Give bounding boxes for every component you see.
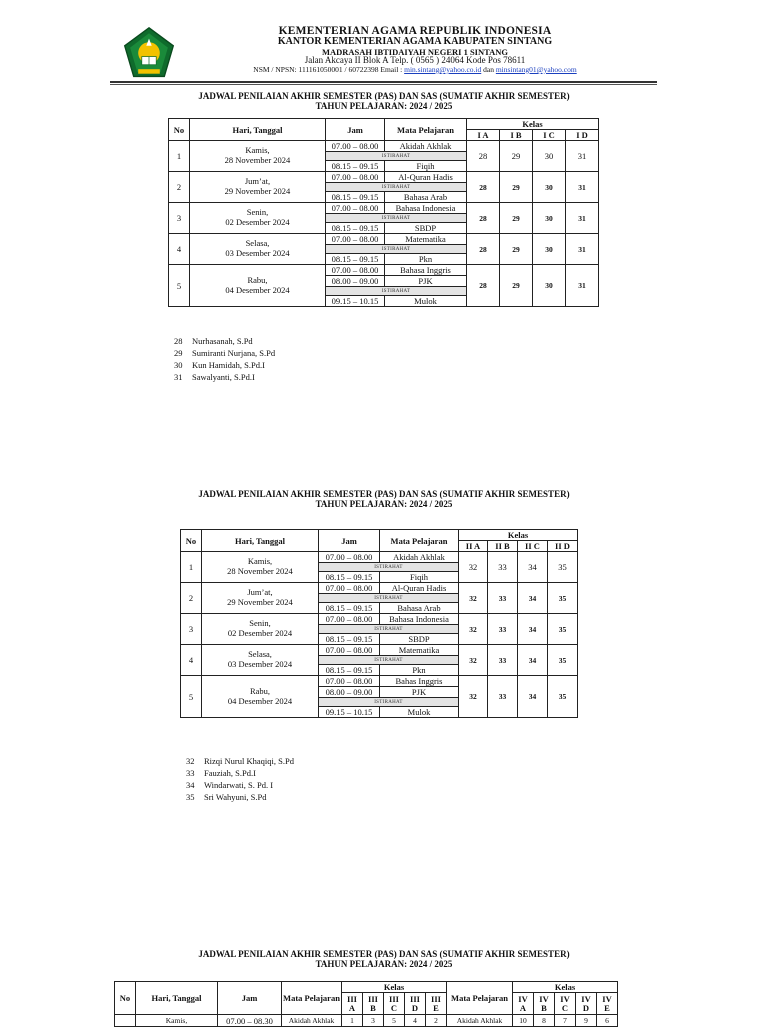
header-day-date: Hari, Tanggal (190, 119, 326, 141)
class-header: IV A (513, 993, 534, 1015)
header-day-date: Hari, Tanggal (136, 982, 218, 1015)
kemenag-logo-icon (122, 26, 176, 80)
header-no: No (115, 982, 136, 1015)
proctor-number: 34 (518, 552, 548, 583)
teacher-item (174, 347, 275, 359)
schedule-title-2 (0, 489, 768, 510)
table-row (181, 645, 578, 656)
schedule-table (168, 118, 599, 307)
day-date (202, 583, 319, 614)
proctor-number: 35 (548, 583, 578, 614)
proctor-number: 31 (566, 203, 599, 234)
subject: Bahas Inggris (380, 676, 459, 687)
row-number: 5 (169, 265, 190, 307)
table-row (181, 583, 578, 594)
proctor-number: 29 (500, 265, 533, 307)
class-header: III B (363, 993, 384, 1015)
time-slot: 07.00 – 08.00 (319, 645, 380, 656)
header-class: Kelas (459, 530, 578, 541)
subject: Matematika (385, 234, 467, 245)
day-date (202, 645, 319, 676)
time-slot: 07.00 – 08.00 (319, 583, 380, 594)
date-text: 02 Desember 2024 (225, 217, 290, 227)
date-text: 04 Desember 2024 (225, 284, 290, 295)
time-slot: 07.00 – 08.00 (319, 614, 380, 625)
letterhead-divider (110, 81, 657, 83)
teacher-item (186, 779, 294, 791)
proctor-number: 31 (566, 141, 599, 172)
proctor-number: 8 (534, 1015, 555, 1027)
day-date (190, 141, 326, 172)
teacher-name: Sawalyanti, S.Pd.I (192, 372, 255, 382)
proctor-number: 30 (533, 172, 566, 203)
break-row: ISTIRAHAT (319, 698, 459, 707)
title-line-2: TAHUN PELAJARAN: 2024 / 2025 (315, 499, 453, 510)
proctor-number: 9 (576, 1015, 597, 1027)
header-day-date: Hari, Tanggal (202, 530, 319, 552)
break-row: ISTIRAHAT (319, 625, 459, 634)
subject: Mulok (380, 707, 459, 718)
teacher-number: 34 (186, 780, 195, 790)
date-text: 29 November 2024 (224, 186, 291, 196)
subject: Al-Quran Hadis (380, 583, 459, 594)
break-row: ISTIRAHAT (326, 214, 467, 223)
day-date (202, 676, 319, 718)
subject: Pkn (385, 254, 467, 265)
day-name: Kamis, (247, 556, 273, 567)
teacher-number: 28 (174, 336, 183, 346)
proctor-number: 33 (488, 614, 518, 645)
time-slot: 07.00 – 08.00 (326, 141, 385, 152)
day-name: Rabu, (249, 685, 271, 696)
subject: PJK (385, 276, 467, 287)
table-row (169, 172, 599, 183)
title-line-2: TAHUN PELAJARAN: 2024 / 2025 (315, 959, 453, 970)
day-name: Senin, (246, 207, 269, 218)
teacher-item (186, 755, 294, 767)
proctor-number: 10 (513, 1015, 534, 1027)
day-date (190, 203, 326, 234)
class-header: I A (467, 130, 500, 141)
time-slot: 07.00 – 08.00 (326, 172, 385, 183)
header-subject-2: Mata Pelajaran (447, 982, 513, 1015)
day-name: Selasa, (245, 238, 270, 249)
letterhead-divider-thin (110, 84, 657, 85)
teacher-list-2 (186, 755, 294, 803)
time-slot: 08.15 – 09.15 (319, 603, 380, 614)
teacher-name: Kun Hamidah, S.Pd.I (192, 360, 265, 370)
date-text: 02 Desember 2024 (227, 628, 293, 638)
table-row (181, 552, 578, 563)
teacher-item (174, 371, 275, 383)
teacher-number: 33 (186, 768, 195, 778)
day-name: Senin, (249, 618, 271, 629)
date-text: 28 November 2024 (227, 566, 293, 576)
proctor-number: 5 (384, 1015, 405, 1027)
teacher-number: 29 (174, 348, 183, 358)
time-slot: 08.15 – 09.15 (319, 634, 380, 645)
day-name: Rabu, (247, 274, 268, 285)
school-contact (180, 66, 650, 74)
table-row (169, 265, 599, 276)
nsm-npsn-text: NSM / NPSN: 111161050001 / 60722398 Email : (253, 64, 405, 74)
proctor-number: 29 (500, 141, 533, 172)
proctor-number: 30 (533, 234, 566, 265)
time-slot: 09.15 – 10.15 (326, 296, 385, 307)
time-slot: 07.00 – 08.00 (326, 203, 385, 214)
proctor-number: 34 (518, 676, 548, 718)
subject: Bahasa Indonesia (380, 614, 459, 625)
class-header: III D (405, 993, 426, 1015)
proctor-number: 1 (342, 1015, 363, 1027)
teacher-item (186, 791, 294, 803)
subject: Fiqih (385, 161, 467, 172)
subject: Bahasa Arab (385, 192, 467, 203)
class-header: I C (533, 130, 566, 141)
title-line-1: JADWAL PENILAIAN AKHIR SEMESTER (PAS) DAN SAS (SUMATIF AKHIR SEMESTER) (198, 91, 570, 101)
class-header: IV B (534, 993, 555, 1015)
time-slot: 08.15 – 09.15 (326, 223, 385, 234)
class-header: II B (488, 541, 518, 552)
row-number: 3 (181, 614, 202, 645)
subject: Bahasa Inggris (385, 265, 467, 276)
class-header: III C (384, 993, 405, 1015)
table-row (181, 614, 578, 625)
row-number: 1 (169, 141, 190, 172)
time-slot: 08.00 – 09.00 (319, 687, 380, 698)
proctor-number: 29 (500, 203, 533, 234)
teacher-name: Fauziah, S.Pd.I (204, 768, 256, 778)
proctor-number: 31 (566, 234, 599, 265)
table-row (169, 203, 599, 214)
class-header: II A (459, 541, 488, 552)
teacher-number: 32 (186, 756, 195, 766)
table-row (169, 141, 599, 152)
proctor-number: 33 (488, 645, 518, 676)
header-time: Jam (319, 530, 380, 552)
header-time: Jam (326, 119, 385, 141)
date-text: 03 Desember 2024 (225, 248, 290, 258)
row-number: 5 (181, 676, 202, 718)
schedule-table (180, 529, 578, 718)
break-row: ISTIRAHAT (326, 245, 467, 254)
table-row (181, 676, 578, 687)
row-number: 4 (169, 234, 190, 265)
day-name: Jum’at, (247, 587, 273, 598)
email-separator: dan (481, 64, 496, 74)
proctor-number: 32 (459, 676, 488, 718)
proctor-number: 35 (548, 552, 578, 583)
subject: Akidah Akhlak (380, 552, 459, 563)
header-no: No (181, 530, 202, 552)
break-row: ISTIRAHAT (326, 287, 467, 296)
email-link-1[interactable]: min.sintang@yahoo.co.id (404, 64, 482, 74)
proctor-number: 33 (488, 552, 518, 583)
day-date (202, 552, 319, 583)
teacher-item (174, 359, 275, 371)
proctor-number: 32 (459, 645, 488, 676)
proctor-number: 28 (467, 141, 500, 172)
proctor-number: 6 (597, 1015, 618, 1027)
header-subject: Mata Pelajaran (385, 119, 467, 141)
proctor-number: 29 (500, 172, 533, 203)
time-slot: 08.15 – 09.15 (319, 665, 380, 676)
subject: Bahasa Indonesia (385, 203, 467, 214)
header-no: No (169, 119, 190, 141)
proctor-number: 7 (555, 1015, 576, 1027)
header-subject: Mata Pelajaran (282, 982, 342, 1015)
time-slot: 07.00 – 08.30 (218, 1015, 282, 1027)
subject: Bahasa Arab (380, 603, 459, 614)
table-row (115, 1015, 618, 1027)
date-text: 28 November 2024 (224, 155, 291, 165)
time-slot: 08.15 – 09.15 (326, 161, 385, 172)
teacher-name: Nurhasanah, S.Pd (192, 336, 253, 346)
day-name: Kamis, (136, 1015, 218, 1027)
date-text: 29 November 2024 (227, 597, 293, 607)
class-header: IV D (576, 993, 597, 1015)
subject: SBDP (385, 223, 467, 234)
day-name: Kamis, (245, 145, 270, 156)
schedule-table-3 (114, 981, 618, 1027)
header-class-2: Kelas (513, 982, 618, 993)
proctor-number: 28 (467, 265, 500, 307)
row-number: 2 (181, 583, 202, 614)
time-slot: 07.00 – 08.00 (319, 676, 380, 687)
class-header: IV E (597, 993, 618, 1015)
proctor-number: 30 (533, 203, 566, 234)
day-name: Jum’at, (244, 176, 271, 187)
proctor-number: 34 (518, 583, 548, 614)
day-date (190, 234, 326, 265)
date-text: 04 Desember 2024 (227, 695, 293, 706)
teacher-item (174, 335, 275, 347)
proctor-number: 35 (548, 645, 578, 676)
title-line-1: JADWAL PENILAIAN AKHIR SEMESTER (PAS) DAN SAS (SUMATIF AKHIR SEMESTER) (198, 489, 570, 499)
time-slot: 08.15 – 09.15 (319, 572, 380, 583)
class-header: I B (500, 130, 533, 141)
proctor-number: 2 (426, 1015, 447, 1027)
day-date (190, 265, 326, 307)
letterhead (110, 22, 670, 84)
time-slot: 07.00 – 08.00 (319, 552, 380, 563)
class-header: IV C (555, 993, 576, 1015)
header-class: Kelas (467, 119, 599, 130)
subject: Akidah Akhlak (447, 1015, 513, 1027)
break-row: ISTIRAHAT (319, 594, 459, 603)
subject: Pkn (380, 665, 459, 676)
row-number (115, 1015, 136, 1027)
time-slot: 07.00 – 08.00 (326, 265, 385, 276)
proctor-number: 31 (566, 265, 599, 307)
proctor-number: 33 (488, 676, 518, 718)
proctor-number: 30 (533, 141, 566, 172)
subject: Fiqih (380, 572, 459, 583)
proctor-number: 32 (459, 614, 488, 645)
day-date (190, 172, 326, 203)
header-class: Kelas (342, 982, 447, 993)
proctor-number: 30 (533, 265, 566, 307)
teacher-number: 30 (174, 360, 183, 370)
teacher-number: 31 (174, 372, 183, 382)
day-name: Selasa, (248, 649, 272, 660)
row-number: 1 (181, 552, 202, 583)
proctor-number: 31 (566, 172, 599, 203)
office-name: KANTOR KEMENTERIAN AGAMA KABUPATEN SINTANG (277, 36, 553, 48)
teacher-name: Sumiranti Nurjana, S.Pd (192, 348, 276, 358)
title-line-1: JADWAL PENILAIAN AKHIR SEMESTER (PAS) DAN SAS (SUMATIF AKHIR SEMESTER) (198, 949, 570, 959)
schedule-title-1 (0, 91, 768, 112)
subject: Mulok (385, 296, 467, 307)
row-number: 2 (169, 172, 190, 203)
proctor-number: 34 (518, 614, 548, 645)
proctor-number: 32 (459, 552, 488, 583)
subject: Akidah Akhlak (282, 1015, 342, 1027)
header-time: Jam (218, 982, 282, 1015)
teacher-number: 35 (186, 792, 195, 802)
proctor-number: 35 (548, 614, 578, 645)
proctor-number: 4 (405, 1015, 426, 1027)
subject: Akidah Akhlak (385, 141, 467, 152)
time-slot: 07.00 – 08.00 (326, 234, 385, 245)
class-header: II C (518, 541, 548, 552)
time-slot: 08.00 – 09.00 (326, 276, 385, 287)
teacher-item (186, 767, 294, 779)
subject: Al-Quran Hadis (385, 172, 467, 183)
break-row: ISTIRAHAT (319, 563, 459, 572)
title-line-2: TAHUN PELAJARAN: 2024 / 2025 (315, 101, 453, 112)
teacher-name: Rizqi Nurul Khaqiqi, S.Pd (204, 756, 294, 766)
class-header: III E (426, 993, 447, 1015)
class-header: I D (566, 130, 599, 141)
day-date (202, 614, 319, 645)
proctor-number: 29 (500, 234, 533, 265)
time-slot: 08.15 – 09.15 (326, 254, 385, 265)
class-header: II D (548, 541, 578, 552)
row-number: 4 (181, 645, 202, 676)
school-name: MADRASAH IBTIDAIYAH NEGERI 1 SINTANG (321, 46, 509, 57)
ministry-name: KEMENTERIAN AGAMA REPUBLIK INDONESIA (278, 25, 552, 37)
proctor-number: 28 (467, 234, 500, 265)
proctor-number: 28 (467, 203, 500, 234)
header-subject: Mata Pelajaran (380, 530, 459, 552)
row-number: 3 (169, 203, 190, 234)
time-slot: 09.15 – 10.15 (319, 707, 380, 718)
school-address: Jalan Akcaya II Blok A Telp. ( 0565 ) 24064 Kode Pos 78611 (304, 55, 526, 66)
teacher-name: Sri Wahyuni, S.Pd (204, 792, 267, 802)
table-row (169, 234, 599, 245)
proctor-number: 35 (548, 676, 578, 718)
subject: Matematika (380, 645, 459, 656)
proctor-number: 28 (467, 172, 500, 203)
proctor-number: 34 (518, 645, 548, 676)
email-link-2[interactable]: minsintang01@yahoo.com (495, 64, 577, 74)
class-header: III A (342, 993, 363, 1015)
break-row: ISTIRAHAT (326, 183, 467, 192)
proctor-number: 3 (363, 1015, 384, 1027)
time-slot: 08.15 – 09.15 (326, 192, 385, 203)
teacher-name: Windarwati, S. Pd. I (204, 780, 274, 790)
subject: PJK (380, 687, 459, 698)
teacher-list-1 (174, 335, 275, 383)
break-row: ISTIRAHAT (319, 656, 459, 665)
schedule-title-3 (0, 949, 768, 970)
date-text: 03 Desember 2024 (227, 659, 293, 669)
break-row: ISTIRAHAT (326, 152, 467, 161)
proctor-number: 32 (459, 583, 488, 614)
proctor-number: 33 (488, 583, 518, 614)
subject: SBDP (380, 634, 459, 645)
